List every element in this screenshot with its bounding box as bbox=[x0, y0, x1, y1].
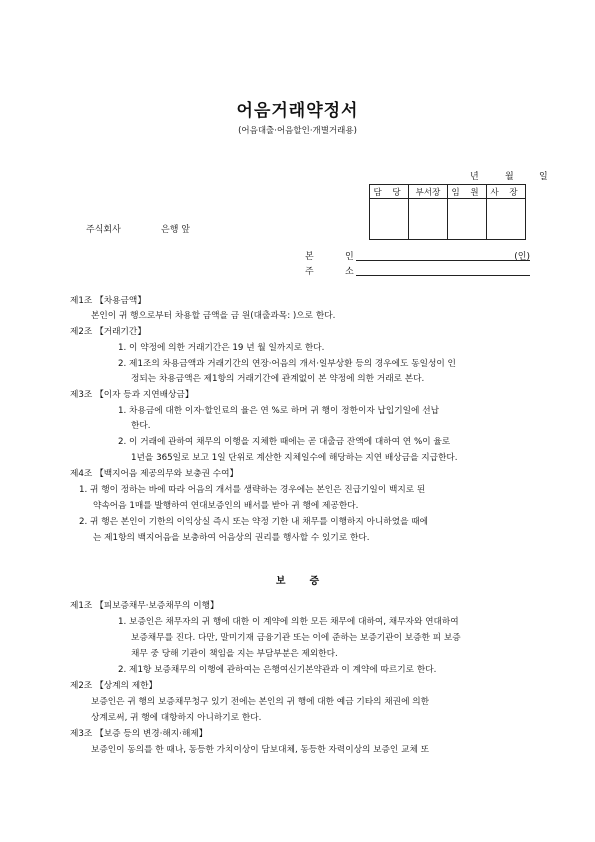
document-subtitle: (어음대출·어음할인·개별거래용) bbox=[238, 126, 357, 136]
seal-mark: (인) bbox=[514, 252, 530, 262]
article-text: 보증인은 귀 행의 보증채무청구 있기 전에는 본인의 귀 행에 대한 예금 기타의 채권에 의한 bbox=[91, 697, 430, 707]
article-text: 본인이 귀 행으로부터 차용할 금액을 금 원(대출과목: )으로 한다. bbox=[91, 311, 336, 321]
article-text: 정되는 차용금액은 제1항의 거래기간에 관계없이 본 약정에 의한 거래로 본다. bbox=[131, 374, 425, 384]
article-heading: 제2조 【거래기간】 bbox=[70, 327, 147, 337]
article-text: 보증인이 동의를 한 때나, 동등한 가치이상이 담보대체, 동등한 자력이상의 보증인 교체 또 bbox=[91, 745, 430, 755]
article-heading: 제2조 【상계의 제한】 bbox=[70, 681, 158, 691]
article-text: 한다. bbox=[131, 421, 151, 431]
article-heading: 제1조 【피보증채무·보증채무의 이행】 bbox=[70, 601, 219, 611]
article-text: 2. 제1조의 차용금액과 거래기간의 연장·어음의 개서·일부상환 등의 경우에도 동일성이 인 bbox=[118, 359, 456, 369]
approval-header-president: 사 장 bbox=[487, 185, 526, 199]
approval-table bbox=[369, 184, 526, 240]
article-text: 2. 제1항 보증채무의 이행에 관하여는 은행여신기본약관과 이 계약에 따르기로 한다. bbox=[118, 665, 437, 675]
date-day: 일 bbox=[539, 172, 548, 182]
name-fill-line bbox=[356, 260, 530, 261]
article-text: 는 제1항의 백지어음을 보충하여 어음상의 권리를 행사할 수 있기로 한다. bbox=[93, 533, 370, 543]
approval-header-dept-head: 부서장 bbox=[409, 185, 448, 199]
section-heading-char-1: 보 bbox=[275, 576, 286, 587]
article-text: 2. 귀 행은 본인이 기한의 이익상실 즉시 또는 약정 기한 내 채무를 이행하지 아니하였을 때에 bbox=[79, 517, 429, 527]
approval-header-staff: 담 당 bbox=[370, 185, 409, 199]
article-text: 상계로써, 귀 행에 대항하지 아니하기로 한다. bbox=[91, 713, 262, 723]
signatory-name-row bbox=[305, 249, 530, 263]
article-heading: 제3조 【이자 등과 지연배상금】 bbox=[70, 390, 194, 400]
article-text: 2. 이 거래에 관하여 채무의 이행을 지체한 때에는 곧 대출금 잔액에 대하여 연 %이 율로 bbox=[118, 437, 451, 447]
approval-stamp-box bbox=[487, 199, 526, 240]
article-heading: 제3조 【보증 등의 변경·해지·해제】 bbox=[70, 729, 208, 739]
article-text: 1. 귀 행이 정하는 바에 따라 어음의 개서를 생략하는 경우에는 본인은 진급기일이 백지로 된 bbox=[79, 485, 426, 495]
guarantee-section-heading bbox=[0, 572, 595, 587]
article-text: 1년을 365일로 보고 1일 단위로 계산한 지체일수에 해당하는 지연 배상금을 지급한다. bbox=[131, 453, 458, 463]
name-label-1: 본 bbox=[305, 252, 314, 262]
document-title: 어음거래약정서 bbox=[236, 101, 359, 121]
article-text: 1. 보증인은 채무자의 귀 행에 대한 이 계약에 의한 모든 채무에 대하여, 채무자와 연대하여 bbox=[118, 617, 459, 627]
date-year: 년 bbox=[470, 172, 479, 182]
article-text: 보증채무를 진다. 다만, 말미기재 금융기관 또는 이에 준하는 보증기관이 보증한 피 보증 bbox=[131, 633, 461, 643]
article-text: 1. 차용금에 대한 이자·할인료의 율은 연 %로 하며 귀 행이 정한이자 납입기일에 선납 bbox=[118, 406, 439, 416]
address-label-1: 주 bbox=[305, 267, 314, 277]
signatory-address-row bbox=[305, 264, 530, 278]
name-label-2: 인 bbox=[345, 252, 354, 262]
approval-stamp-box bbox=[409, 199, 448, 240]
article-heading: 제4조 【백지어음 제공의무와 보충권 수여】 bbox=[70, 469, 239, 479]
date-month: 월 bbox=[505, 172, 514, 182]
section-heading-char-2: 증 bbox=[309, 576, 320, 587]
article-text: 약속어음 1매를 발행하여 연대보증인의 배서를 받아 귀 행에 제공한다. bbox=[93, 501, 359, 511]
company-label: 주식회사 bbox=[86, 225, 121, 235]
address-fill-line bbox=[356, 275, 530, 276]
article-heading: 제1조 【차용금액】 bbox=[70, 296, 147, 306]
address-label-2: 소 bbox=[345, 267, 354, 277]
article-text: 채무 중 당해 기관이 책임을 지는 부담부분은 제외한다. bbox=[131, 649, 338, 659]
bank-label: 은행 앞 bbox=[161, 225, 190, 235]
approval-stamp-box bbox=[448, 199, 487, 240]
approval-stamp-box bbox=[370, 199, 409, 240]
article-text: 1. 이 약정에 의한 거래기간은 19 년 월 일까지로 한다. bbox=[118, 343, 325, 353]
approval-header-executive: 임 원 bbox=[448, 185, 487, 199]
